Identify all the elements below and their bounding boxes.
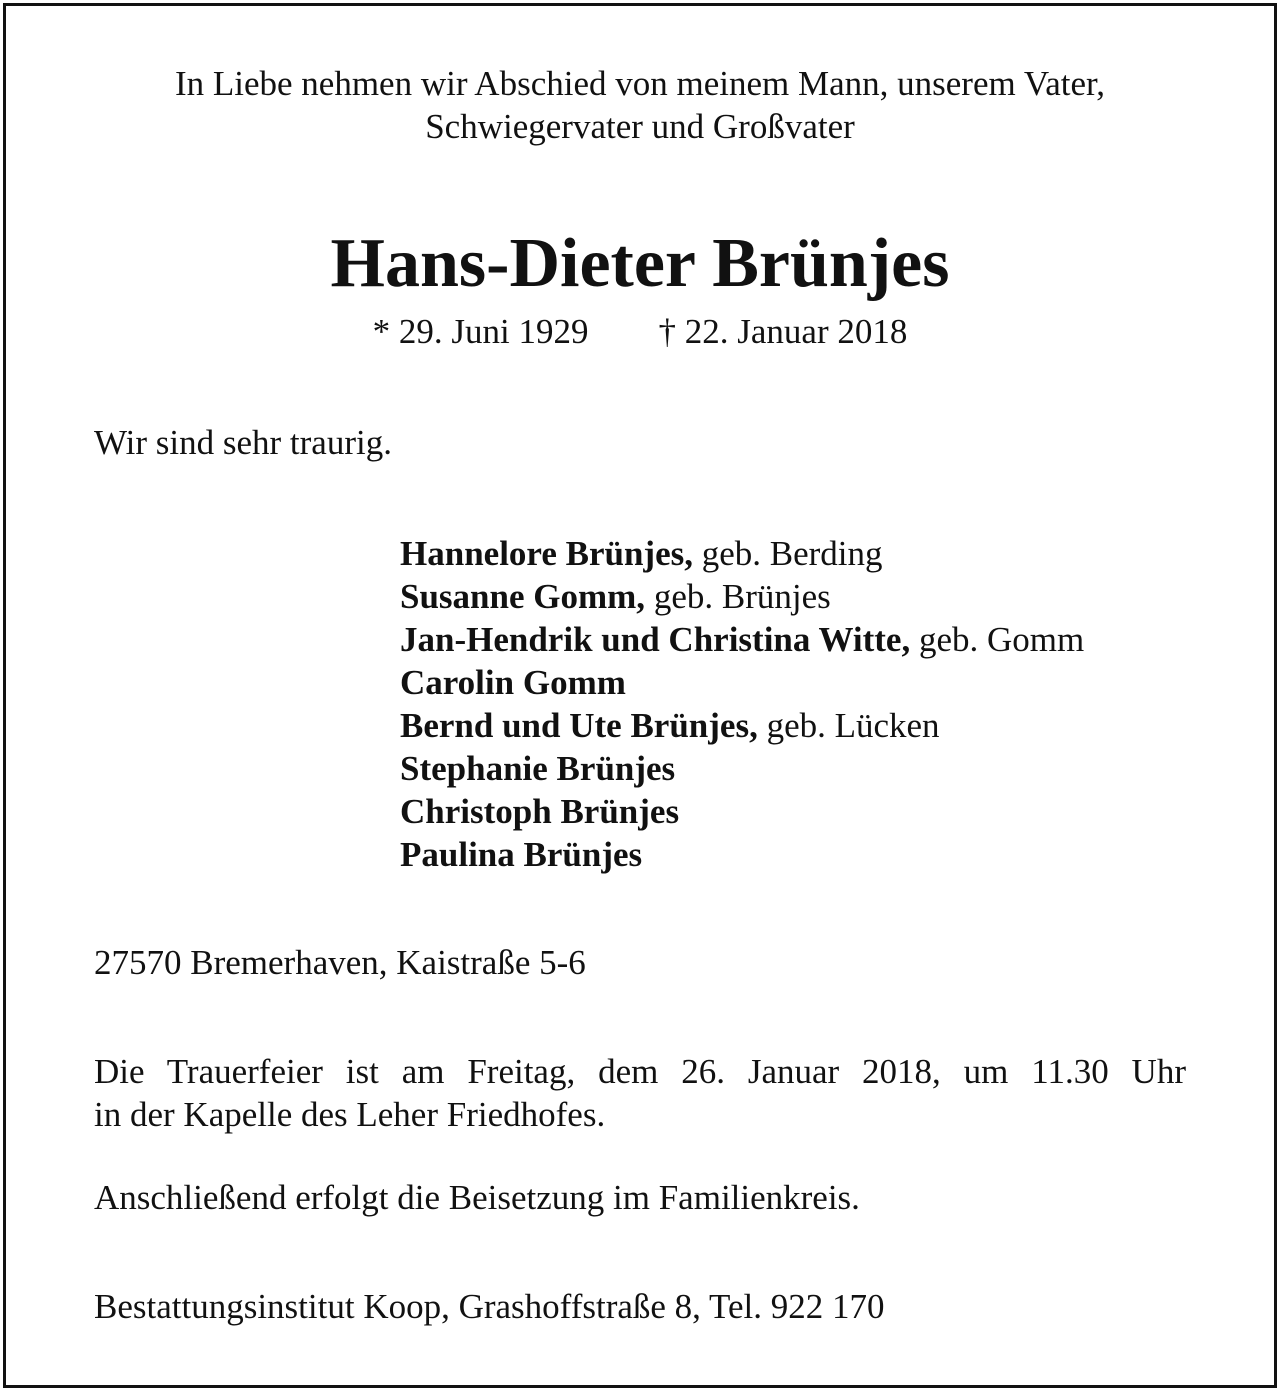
statement: Wir sind sehr traurig. [94, 423, 392, 462]
mourner-name: Paulina Brünjes [400, 835, 643, 874]
mourner-entry [400, 790, 1084, 833]
mourner-name: Carolin Gomm [400, 663, 626, 702]
mourner-name: Stephanie Brünjes [400, 749, 676, 788]
family-address: 27570 Bremerhaven, Kaistraße 5-6 [94, 943, 586, 982]
ceremony-line-1: Die Trauerfeier ist am Freitag, dem 26. Januar 2018, um 11.30 Uhr [94, 1052, 1186, 1091]
deceased-name: Hans-Dieter Brünjes [330, 225, 950, 302]
mourner-name: Susanne Gomm, [400, 577, 646, 616]
mourner-entry [400, 618, 1084, 661]
mourner-entry [400, 747, 1084, 790]
intro-line-2: Schwiegervater und Großvater [425, 107, 855, 146]
mourner-entry [400, 575, 1084, 618]
undertaker-info: Bestattungsinstitut Koop, Grashoffstraße 8, Tel. 922 170 [94, 1287, 885, 1326]
mourner-entry [400, 704, 1084, 747]
mourner-name: Hannelore Brünjes, [400, 534, 693, 573]
birth-date: * 29. Juni 1929 [372, 312, 589, 351]
mourner-entry [400, 532, 1084, 575]
mourner-maiden-name: geb. Brünjes [645, 577, 831, 616]
burial-info: Anschließend erfolgt die Beisetzung im Familienkreis. [94, 1178, 860, 1217]
death-date: † 22. Januar 2018 [658, 312, 908, 351]
ceremony-line-2: in der Kapelle des Leher Friedhofes. [94, 1095, 606, 1134]
mourner-maiden-name: geb. Berding [692, 534, 883, 573]
mourner-entry [400, 661, 1084, 704]
mourner-maiden-name: geb. Lücken [757, 706, 940, 745]
intro-text [0, 62, 1280, 148]
mourner-maiden-name: geb. Gomm [910, 620, 1085, 659]
ceremony-info [94, 1050, 1186, 1136]
intro-line-1: In Liebe nehmen wir Abschied von meinem Mann, unserem Vater, [174, 64, 1106, 103]
mourners-list [400, 532, 1084, 876]
mourner-name: Bernd und Ute Brünjes, [400, 706, 758, 745]
life-dates [0, 311, 1280, 353]
mourner-name: Jan-Hendrik und Christina Witte, [400, 620, 911, 659]
mourner-name: Christoph Brünjes [400, 792, 680, 831]
mourner-entry [400, 833, 1084, 876]
